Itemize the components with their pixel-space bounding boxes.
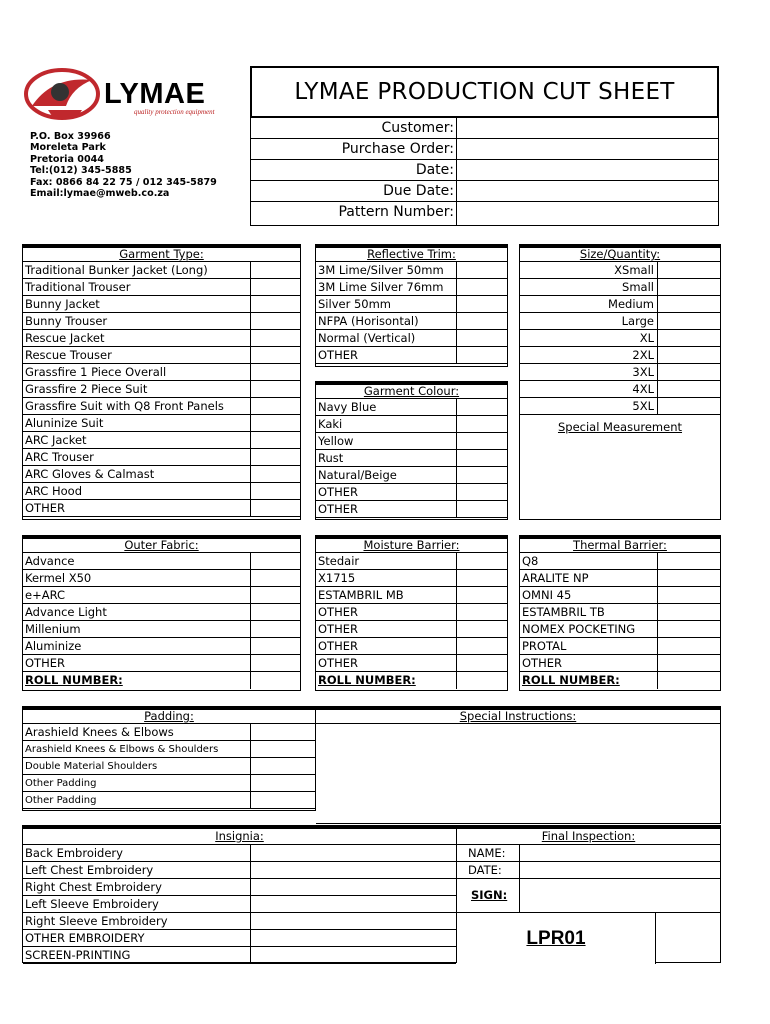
garment-type-value-field[interactable] [250, 449, 300, 465]
reflective-trim-value-field[interactable] [456, 296, 507, 312]
reflective-trim-label: 3M Lime Silver 76mm [318, 280, 444, 294]
garment-colour-row [316, 450, 507, 467]
garment-type-row [23, 313, 300, 330]
reflective-trim-label: 3M Lime/Silver 50mm [318, 263, 444, 277]
padding-instructions-block [22, 706, 721, 811]
size-value-field[interactable] [657, 347, 720, 363]
reflective-trim-row [316, 262, 507, 279]
moisture-barrier-header-label: Moisture Barrier: [363, 538, 460, 552]
outer-fabric-label: Advance Light [25, 605, 107, 619]
moisture-barrier-row [316, 570, 507, 587]
thermal-barrier-value-field[interactable] [657, 553, 720, 569]
final-inspection-header [457, 826, 720, 845]
size-value-field[interactable] [657, 398, 720, 414]
reflective-trim-label: Silver 50mm [318, 297, 391, 311]
garment-colour-row [316, 433, 507, 450]
due-date-label: Due Date: [383, 183, 454, 199]
moisture-barrier-row [316, 604, 507, 621]
pattern-number-label: Pattern Number: [338, 204, 454, 220]
insignia-label: OTHER EMBROIDERY [25, 931, 145, 945]
moisture-barrier-value-field[interactable] [456, 553, 507, 569]
address-line: P.O. Box 39966 [30, 131, 111, 142]
moisture-barrier-value-field[interactable] [456, 604, 507, 620]
roll-number-label: ROLL NUMBER: [318, 673, 416, 687]
special-instructions-header-label: Special Instructions: [459, 709, 577, 723]
size-label: XL [639, 331, 654, 345]
size-row [520, 279, 720, 296]
padding-value-field[interactable] [250, 741, 315, 757]
moisture-barrier-row [316, 655, 507, 672]
inspection-name-row [457, 845, 720, 862]
reflective-trim-header-label: Reflective Trim: [367, 247, 456, 261]
outer-fabric-row [23, 604, 300, 621]
insignia-row [23, 879, 456, 896]
special-measurement-label [520, 420, 720, 434]
thermal-barrier-row [520, 570, 720, 587]
size-label: Small [622, 280, 654, 294]
special-instructions-header [316, 707, 720, 724]
garment-colour-row [316, 484, 507, 501]
form-code-cell [457, 913, 656, 964]
insignia-label: SCREEN-PRINTING [25, 948, 131, 962]
address-line: Tel:(012) 345-5885 [30, 165, 132, 177]
thermal-barrier-label: OMNI 45 [522, 588, 572, 602]
garment-type-value-field[interactable] [250, 381, 300, 397]
size-row [520, 330, 720, 347]
moisture-barrier-row [316, 587, 507, 604]
garment-type-row [23, 432, 300, 449]
reflective-trim-value-field[interactable] [456, 347, 507, 363]
reflective-trim-row [316, 313, 507, 330]
garment-colour-header [316, 382, 507, 399]
reflective-trim-row [316, 296, 507, 313]
outer-fabric-label: Aluminize [25, 639, 82, 653]
garment-colour-header-label: Garment Colour: [363, 384, 460, 398]
roll-number-field[interactable] [250, 672, 300, 689]
size-row [520, 313, 720, 330]
thermal-barrier-label: NOMEX POCKETING [522, 622, 636, 636]
insignia-row [23, 845, 456, 862]
size-value-field[interactable] [657, 330, 720, 346]
insignia-header-label: Insignia: [215, 829, 264, 843]
garment-type-label: ARC Hood [25, 484, 82, 498]
garment-type-label: Grassfire 1 Piece Overall [25, 365, 167, 379]
padding-row [23, 792, 315, 809]
reflective-trim-header [316, 245, 507, 262]
insignia-value-field[interactable] [250, 913, 456, 929]
garment-colour-label: OTHER [318, 502, 358, 516]
outer-fabric-row [23, 587, 300, 604]
garment-type-label: ARC Gloves & Calmast [25, 467, 155, 481]
garment-colour-label: Kaki [318, 417, 343, 431]
outer-fabric-roll-row [23, 672, 300, 689]
garment-colour-value-field[interactable] [456, 433, 507, 449]
outer-fabric-value-field[interactable] [250, 553, 300, 569]
size-value-field[interactable] [657, 262, 720, 278]
outer-fabric-row [23, 621, 300, 638]
address-line: Fax: 0866 84 22 75 / 012 345-5879 [30, 176, 217, 188]
garment-type-value-field[interactable] [250, 262, 300, 278]
garment-type-label: ARC Jacket [25, 433, 87, 447]
thermal-barrier-row [520, 587, 720, 604]
moisture-barrier-value-field[interactable] [456, 655, 507, 671]
size-row [520, 262, 720, 279]
thermal-barrier-row [520, 638, 720, 655]
size-quantity-header [520, 245, 720, 262]
garment-type-value-field[interactable] [250, 347, 300, 363]
special-measurement-field[interactable] [520, 437, 720, 519]
thermal-barrier-label: Q8 [522, 554, 539, 568]
address-line: Moreleta Park [30, 142, 106, 154]
outer-fabric-row [23, 638, 300, 655]
outer-fabric-header-label: Outer Fabric: [124, 538, 199, 552]
padding-value-field[interactable] [250, 775, 315, 791]
size-row [520, 296, 720, 313]
outer-fabric-row [23, 655, 300, 672]
garment-type-label: Rescue Jacket [25, 331, 105, 345]
thermal-barrier-row [520, 553, 720, 570]
size-value-field[interactable] [657, 313, 720, 329]
garment-colour-row [316, 416, 507, 433]
logo-wordmark: LYMAE [104, 78, 206, 110]
garment-type-label: ARC Trouser [25, 450, 94, 464]
garment-colour-label: OTHER [318, 485, 358, 499]
insignia-header [23, 826, 456, 845]
purchase-order-label: Purchase Order: [341, 141, 454, 157]
roll-number-label: ROLL NUMBER: [522, 673, 620, 687]
thermal-barrier-row [520, 604, 720, 621]
garment-type-row [23, 330, 300, 347]
special-instructions-box [316, 706, 721, 824]
moisture-barrier-label: OTHER [318, 639, 358, 653]
moisture-barrier-value-field[interactable] [456, 621, 507, 637]
garment-type-value-field[interactable] [250, 313, 300, 329]
padding-label: Other Padding [25, 795, 97, 806]
garment-type-row [23, 347, 300, 364]
padding-label: Arashield Knees & Elbows & Shoulders [25, 744, 219, 755]
size-value-field[interactable] [657, 381, 720, 397]
reflective-trim-table [315, 244, 508, 367]
garment-type-row [23, 483, 300, 500]
reflective-trim-value-field[interactable] [456, 313, 507, 329]
reflective-trim-value-field[interactable] [456, 262, 507, 278]
thermal-barrier-value-field[interactable] [657, 570, 720, 586]
padding-header [23, 707, 315, 724]
moisture-barrier-row [316, 553, 507, 570]
inspection-date-field[interactable] [520, 862, 720, 878]
garment-type-row [23, 296, 300, 313]
garment-type-value-field[interactable] [250, 500, 300, 516]
size-value-field[interactable] [657, 279, 720, 295]
inspection-name-label: NAME: [468, 846, 506, 860]
thermal-barrier-value-field[interactable] [657, 587, 720, 603]
outer-fabric-value-field[interactable] [250, 655, 300, 671]
padding-table [22, 706, 316, 811]
padding-row [23, 741, 315, 758]
reflective-trim-row [316, 330, 507, 347]
thermal-barrier-header [520, 536, 720, 553]
garment-colour-label: Natural/Beige [318, 468, 397, 482]
order-info-box [250, 118, 719, 226]
thermal-barrier-value-field[interactable] [657, 621, 720, 637]
logo-tagline: quality protection equipment [134, 108, 215, 116]
size-label: Medium [608, 297, 654, 311]
garment-type-row [23, 398, 300, 415]
reflective-trim-label: NFPA (Horisontal) [318, 314, 419, 328]
reflective-trim-row [316, 347, 507, 364]
garment-type-label: Aluninize Suit [25, 416, 104, 430]
size-label: 2XL [632, 348, 654, 362]
inspection-name-field[interactable] [520, 845, 720, 861]
size-row [520, 347, 720, 364]
thermal-barrier-label: OTHER [522, 656, 562, 670]
date-row [251, 160, 718, 181]
insignia-row [23, 913, 456, 930]
garment-type-value-field[interactable] [250, 415, 300, 431]
padding-row [23, 775, 315, 792]
garment-type-label: Traditional Bunker Jacket (Long) [25, 263, 208, 277]
garment-colour-value-field[interactable] [456, 467, 507, 483]
inspection-sign-row [457, 879, 720, 913]
garment-colour-row [316, 501, 507, 518]
company-logo [22, 66, 232, 126]
moisture-barrier-label: X1715 [318, 571, 356, 585]
insignia-value-field[interactable] [250, 845, 456, 861]
size-row [520, 398, 720, 415]
garment-type-value-field[interactable] [250, 466, 300, 482]
insignia-row [23, 930, 456, 947]
outer-fabric-value-field[interactable] [250, 604, 300, 620]
outer-fabric-label: OTHER [25, 656, 65, 670]
thermal-barrier-roll-row [520, 672, 720, 689]
moisture-barrier-value-field[interactable] [456, 638, 507, 654]
thermal-barrier-row [520, 621, 720, 638]
outer-fabric-value-field[interactable] [250, 570, 300, 586]
insignia-table [22, 825, 457, 963]
customer-label: Customer: [381, 120, 454, 136]
insignia-row [23, 947, 456, 964]
moisture-barrier-label: Stedair [318, 554, 360, 568]
garment-type-value-field[interactable] [250, 364, 300, 380]
form-code-check-field[interactable] [656, 913, 720, 964]
company-address [30, 131, 217, 199]
garment-colour-label: Yellow [318, 434, 354, 448]
garment-type-label: Traditional Trouser [25, 280, 131, 294]
garment-type-value-field[interactable] [250, 398, 300, 414]
garment-colour-value-field[interactable] [456, 416, 507, 432]
date-label: Date: [415, 162, 454, 178]
thermal-barrier-value-field[interactable] [657, 638, 720, 654]
moisture-barrier-label: OTHER [318, 622, 358, 636]
thermal-barrier-label: ARALITE NP [522, 571, 589, 585]
moisture-barrier-row [316, 621, 507, 638]
garment-type-label: Bunny Trouser [25, 314, 108, 328]
garment-type-value-field[interactable] [250, 483, 300, 499]
garment-colour-label: Navy Blue [318, 400, 377, 414]
due-date-row [251, 181, 718, 202]
garment-type-row [23, 466, 300, 483]
garment-type-label: OTHER [25, 501, 65, 515]
pattern-number-row [251, 202, 718, 225]
garment-type-value-field[interactable] [250, 432, 300, 448]
garment-colour-value-field[interactable] [456, 501, 507, 517]
insignia-label: Right Sleeve Embroidery [25, 914, 168, 928]
thermal-barrier-label: PROTAL [522, 639, 567, 653]
size-row [520, 381, 720, 398]
garment-colour-value-field[interactable] [456, 484, 507, 500]
moisture-barrier-row [316, 638, 507, 655]
garment-colour-value-field[interactable] [456, 399, 507, 415]
moisture-barrier-header [316, 536, 507, 553]
garment-type-row [23, 262, 300, 279]
garment-colour-table [315, 381, 508, 520]
inspection-date-row [457, 862, 720, 879]
garment-type-row [23, 381, 300, 398]
reflective-trim-row [316, 279, 507, 296]
reflective-trim-value-field[interactable] [456, 279, 507, 295]
padding-value-field[interactable] [250, 724, 315, 740]
garment-type-row [23, 449, 300, 466]
size-label: 5XL [632, 399, 654, 413]
outer-fabric-label: Millenium [25, 622, 81, 636]
padding-label: Arashield Knees & Elbows [25, 725, 174, 739]
garment-colour-label: Rust [318, 451, 344, 465]
garment-type-header [23, 245, 300, 262]
garment-type-table [22, 244, 301, 520]
padding-row [23, 758, 315, 775]
address-line: Pretoria 0044 [30, 153, 104, 165]
garment-type-label: Grassfire 2 Piece Suit [25, 382, 148, 396]
garment-type-label: Bunny Jacket [25, 297, 100, 311]
inspection-sign-label: SIGN: [471, 888, 508, 902]
garment-type-row [23, 415, 300, 432]
roll-number-label: ROLL NUMBER: [25, 673, 123, 687]
insignia-label: Left Chest Embroidery [25, 863, 154, 877]
thermal-barrier-value-field[interactable] [657, 604, 720, 620]
address-line: Email:lymae@mweb.co.za [30, 188, 170, 200]
pattern-number-field[interactable] [456, 202, 718, 225]
moisture-barrier-value-field[interactable] [456, 587, 507, 603]
insignia-value-field[interactable] [250, 930, 456, 946]
garment-type-value-field[interactable] [250, 330, 300, 346]
outer-fabric-label: Advance [25, 554, 75, 568]
garment-type-header-label: Garment Type: [119, 247, 204, 261]
thermal-barrier-value-field[interactable] [657, 655, 720, 671]
garment-type-row [23, 500, 300, 517]
thermal-barrier-row [520, 655, 720, 672]
size-quantity-header-label: Size/Quantity: [579, 247, 661, 261]
moisture-barrier-table [315, 535, 508, 691]
garment-colour-row [316, 467, 507, 484]
garment-colour-row [316, 399, 507, 416]
insignia-label: Left Sleeve Embroidery [25, 897, 159, 911]
outer-fabric-value-field[interactable] [250, 638, 300, 654]
padding-label: Double Material Shoulders [25, 761, 158, 772]
padding-value-field[interactable] [250, 758, 315, 774]
outer-fabric-label: Kermel X50 [25, 571, 92, 585]
size-label: Large [621, 314, 654, 328]
thermal-barrier-table [519, 535, 721, 691]
page-title: LYMAE PRODUCTION CUT SHEET [294, 79, 675, 105]
padding-row [23, 724, 315, 741]
insignia-value-field[interactable] [250, 862, 456, 878]
size-quantity-table [519, 244, 721, 520]
size-label: 3XL [632, 365, 654, 379]
inspection-date-label: DATE: [468, 863, 502, 877]
insignia-value-field[interactable] [250, 879, 456, 895]
customer-row [251, 118, 718, 139]
size-label: 4XL [632, 382, 654, 396]
insignia-value-field[interactable] [250, 896, 456, 912]
special-measurement-text: Special Measurement [557, 420, 683, 434]
outer-fabric-label: e+ARC [25, 588, 66, 602]
padding-header-label: Padding: [144, 709, 194, 723]
reflective-trim-value-field[interactable] [456, 330, 507, 346]
insignia-row [23, 862, 456, 879]
size-row [520, 364, 720, 381]
garment-type-label: Rescue Trouser [25, 348, 112, 362]
moisture-barrier-label: OTHER [318, 605, 358, 619]
insignia-label: Back Embroidery [25, 846, 123, 860]
size-value-field[interactable] [657, 364, 720, 380]
garment-type-row [23, 364, 300, 381]
moisture-barrier-value-field[interactable] [456, 570, 507, 586]
garment-type-label: Grassfire Suit with Q8 Front Panels [25, 399, 224, 413]
insignia-row [23, 896, 456, 913]
outer-fabric-value-field[interactable] [250, 621, 300, 637]
insignia-value-field[interactable] [250, 947, 456, 963]
form-code: LPR01 [526, 927, 586, 949]
thermal-barrier-label: ESTAMBRIL TB [522, 605, 605, 619]
size-label: XSmall [614, 263, 654, 277]
moisture-barrier-label: OTHER [318, 656, 358, 670]
final-inspection-box [457, 825, 721, 963]
purchase-order-field[interactable] [456, 139, 718, 159]
roll-number-field[interactable] [657, 672, 720, 689]
customer-field[interactable] [456, 118, 718, 138]
padding-value-field[interactable] [250, 792, 315, 808]
inspection-signature-field[interactable] [520, 879, 720, 912]
garment-type-row [23, 279, 300, 296]
outer-fabric-row [23, 553, 300, 570]
outer-fabric-row [23, 570, 300, 587]
garment-type-value-field[interactable] [250, 296, 300, 312]
thermal-barrier-header-label: Thermal Barrier: [573, 538, 667, 552]
moisture-barrier-roll-row [316, 672, 507, 689]
outer-fabric-value-field[interactable] [250, 587, 300, 603]
due-date-field[interactable] [456, 181, 718, 201]
padding-label: Other Padding [25, 778, 97, 789]
moisture-barrier-label: ESTAMBRIL MB [318, 588, 404, 602]
title-box [250, 66, 719, 118]
size-value-field[interactable] [657, 296, 720, 312]
garment-colour-value-field[interactable] [456, 450, 507, 466]
special-instructions-field[interactable] [316, 724, 720, 823]
outer-fabric-header [23, 536, 300, 553]
reflective-trim-label: OTHER [318, 348, 358, 362]
purchase-order-row [251, 139, 718, 160]
outer-fabric-table [22, 535, 301, 691]
insignia-label: Right Chest Embroidery [25, 880, 162, 894]
date-field[interactable] [456, 160, 718, 180]
firefighter-logo-icon [22, 66, 112, 124]
reflective-trim-label: Normal (Vertical) [318, 331, 416, 345]
final-inspection-header-label: Final Inspection: [541, 829, 636, 843]
roll-number-field[interactable] [456, 672, 507, 689]
garment-type-value-field[interactable] [250, 279, 300, 295]
